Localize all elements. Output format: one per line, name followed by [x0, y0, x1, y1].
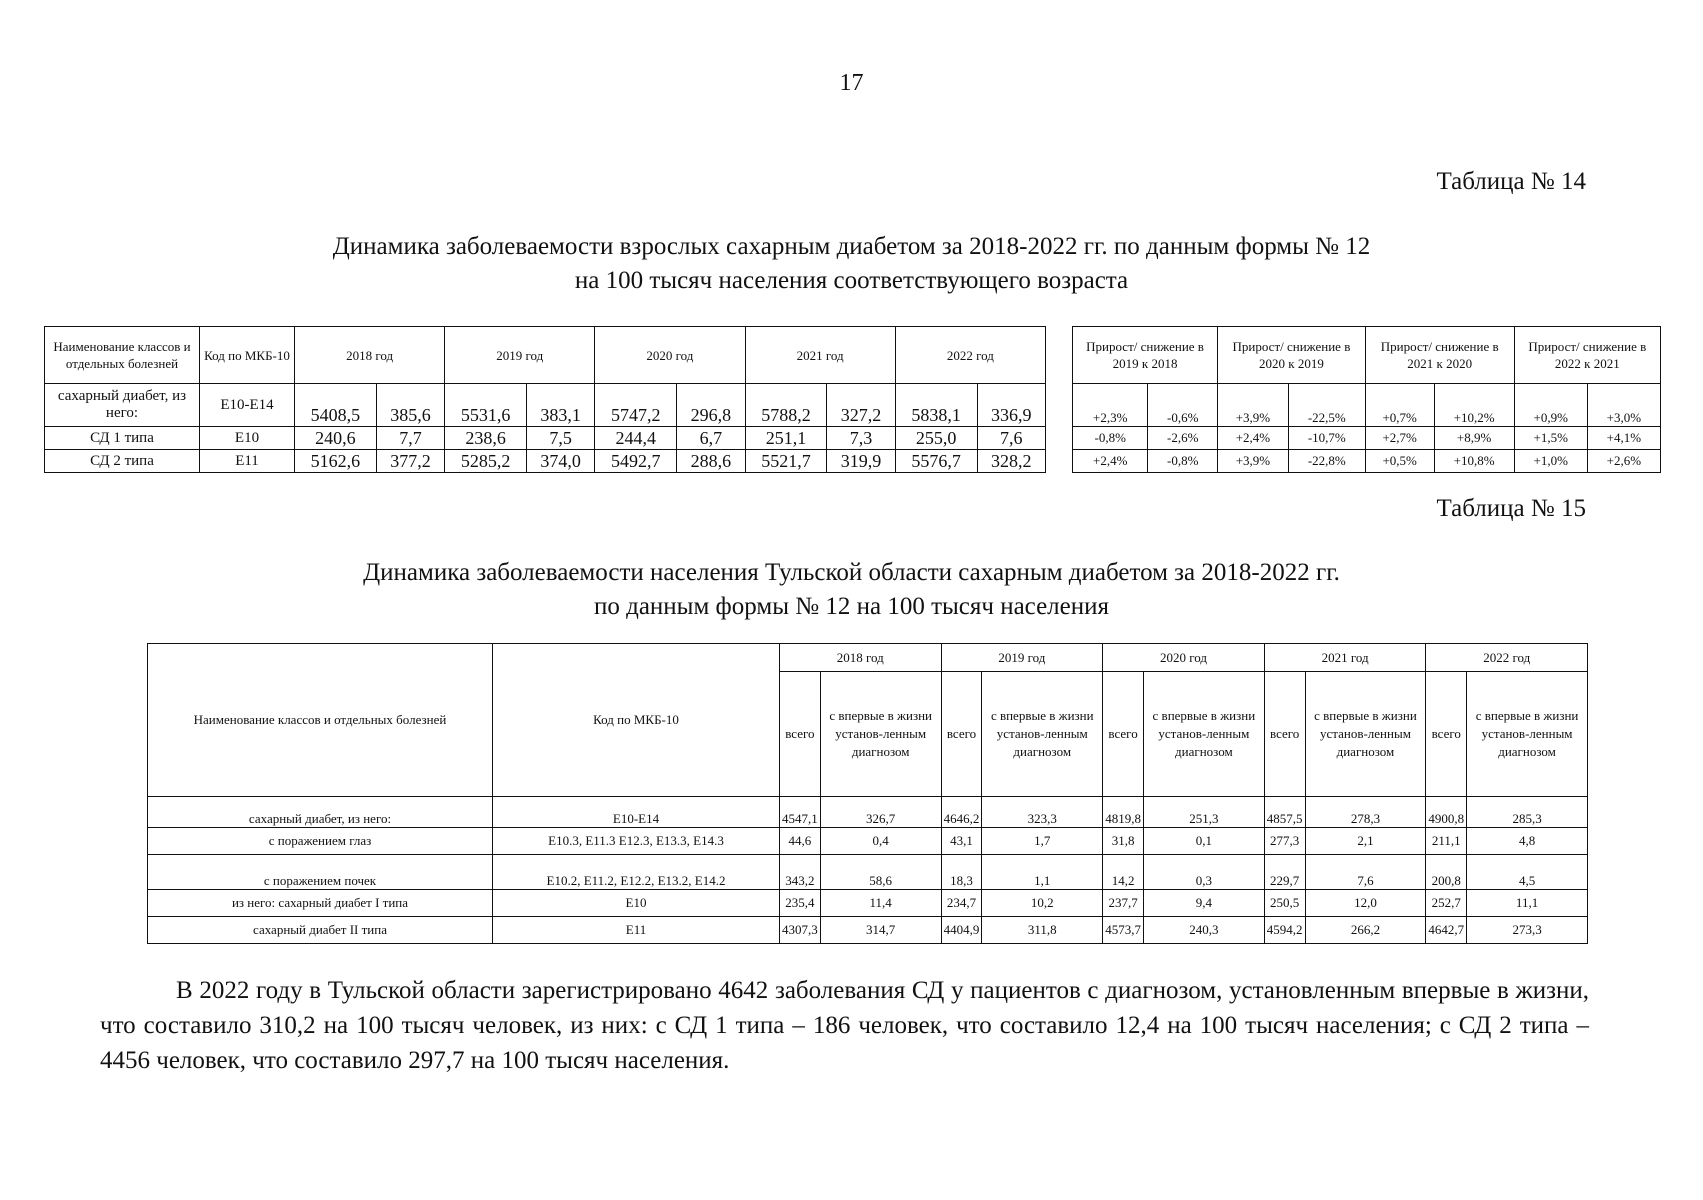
header-total: всего: [1264, 672, 1305, 797]
row-name: из него: сахарный диабет I типа: [148, 890, 493, 917]
value-cell: 0,4: [820, 828, 941, 855]
growth-cell: +3,9%: [1218, 450, 1289, 473]
value-cell: 0,1: [1143, 828, 1264, 855]
value-cell: 4307,3: [780, 917, 821, 944]
growth-cell: +0,5%: [1365, 450, 1434, 473]
value-cell: 4,8: [1467, 828, 1588, 855]
header-year: 2018 год: [295, 327, 445, 384]
header-year: 2022 год: [895, 327, 1045, 384]
growth-cell: +3,0%: [1587, 384, 1660, 427]
table-row: [148, 797, 1588, 828]
table-row: [1073, 427, 1661, 450]
value-cell: 237,7: [1103, 890, 1144, 917]
value-cell: 5492,7: [595, 450, 677, 473]
row-code: E11: [493, 917, 780, 944]
value-cell: 343,2: [780, 855, 821, 890]
value-cell: 252,7: [1426, 890, 1467, 917]
value-cell: 336,9: [977, 384, 1045, 427]
growth-header: Прирост/ снижение в 2019 к 2018: [1073, 327, 1218, 384]
table-row: [1073, 450, 1661, 473]
row-code: E10: [200, 427, 295, 450]
growth-cell: +10,8%: [1434, 450, 1514, 473]
table-15-label: Таблица № 15: [1436, 495, 1586, 522]
header-year: 2022 год: [1426, 644, 1588, 672]
growth-cell: +0,7%: [1365, 384, 1434, 427]
growth-cell: +2,3%: [1073, 384, 1148, 427]
header-year: 2021 год: [1264, 644, 1426, 672]
value-cell: 240,6: [295, 427, 377, 450]
row-name: СД 2 типа: [45, 450, 200, 473]
table-15-caption: [0, 556, 1703, 624]
value-cell: 326,7: [820, 797, 941, 828]
value-cell: 11,1: [1467, 890, 1588, 917]
table-row: [45, 450, 1046, 473]
table-14-main: [44, 326, 1046, 473]
value-cell: 7,6: [977, 427, 1045, 450]
value-cell: 58,6: [820, 855, 941, 890]
value-cell: 296,8: [677, 384, 745, 427]
value-cell: 11,4: [820, 890, 941, 917]
header-new-diagnosis: с впервые в жизни установ-ленным диагнозом: [982, 672, 1103, 797]
value-cell: 5285,2: [445, 450, 527, 473]
value-cell: 5576,7: [895, 450, 977, 473]
growth-cell: -2,6%: [1148, 427, 1218, 450]
value-cell: 235,4: [780, 890, 821, 917]
row-name: с поражением почек: [148, 855, 493, 890]
growth-header: Прирост/ снижение в 2022 к 2021: [1514, 327, 1660, 384]
header-year: 2020 год: [595, 327, 745, 384]
header-total: всего: [780, 672, 821, 797]
header-year: 2018 год: [780, 644, 942, 672]
growth-cell: +0,9%: [1514, 384, 1587, 427]
value-cell: 12,0: [1305, 890, 1426, 917]
row-code: E10-E14: [200, 384, 295, 427]
value-cell: 7,6: [1305, 855, 1426, 890]
value-cell: 273,3: [1467, 917, 1588, 944]
row-code: E10.2, E11.2, E12.2, E13.2, E14.2: [493, 855, 780, 890]
value-cell: 10,2: [982, 890, 1103, 917]
table-14-label: Таблица № 14: [1436, 168, 1586, 195]
value-cell: 4900,8: [1426, 797, 1467, 828]
value-cell: 238,6: [445, 427, 527, 450]
value-cell: 285,3: [1467, 797, 1588, 828]
growth-cell: -0,8%: [1148, 450, 1218, 473]
header-new-diagnosis: с впервые в жизни установ-ленным диагнозом: [1305, 672, 1426, 797]
table-14-growth: [1072, 326, 1661, 473]
table-row: [45, 427, 1046, 450]
value-cell: 277,3: [1264, 828, 1305, 855]
growth-cell: +2,6%: [1587, 450, 1660, 473]
header-code: Код по МКБ-10: [200, 327, 295, 384]
value-cell: 4642,7: [1426, 917, 1467, 944]
value-cell: 7,7: [376, 427, 444, 450]
table-row: [148, 890, 1588, 917]
table-row: [148, 917, 1588, 944]
row-code: E10-E14: [493, 797, 780, 828]
header-year: 2021 год: [745, 327, 895, 384]
value-cell: 385,6: [376, 384, 444, 427]
table-14-caption-line2: на 100 тысяч населения соответствующего возраста: [574, 267, 1129, 294]
body-paragraph: В 2022 году в Тульской области зарегистрировано 4642 заболевания СД у пациентов с диагнозом, установленным впервые в жизни, что составило 310,2 на 100 тысяч человек, из них: с СД 1 типа – 186 человек, что составило 12,4 на 100 тысяч населения; с СД 2 типа – 4456 человек, что составило 297,7 на 100 тысяч населения.: [100, 977, 1589, 1074]
value-cell: 240,3: [1143, 917, 1264, 944]
value-cell: 244,4: [595, 427, 677, 450]
growth-cell: -0,8%: [1073, 427, 1148, 450]
value-cell: 1,7: [982, 828, 1103, 855]
value-cell: 7,3: [827, 427, 895, 450]
value-cell: 323,3: [982, 797, 1103, 828]
growth-cell: +2,4%: [1073, 450, 1148, 473]
growth-cell: -0,6%: [1148, 384, 1218, 427]
value-cell: 5531,6: [445, 384, 527, 427]
growth-cell: -22,8%: [1288, 450, 1365, 473]
header-year: 2019 год: [445, 327, 595, 384]
value-cell: 18,3: [941, 855, 982, 890]
value-cell: 4646,2: [941, 797, 982, 828]
growth-header: Прирост/ снижение в 2020 к 2019: [1218, 327, 1366, 384]
table-row: [45, 384, 1046, 427]
header-year: 2020 год: [1103, 644, 1265, 672]
value-cell: 5747,2: [595, 384, 677, 427]
value-cell: 377,2: [376, 450, 444, 473]
row-code: E11: [200, 450, 295, 473]
value-cell: 327,2: [827, 384, 895, 427]
value-cell: 6,7: [677, 427, 745, 450]
growth-cell: +3,9%: [1218, 384, 1289, 427]
value-cell: 234,7: [941, 890, 982, 917]
table-15-caption-line1: Динамика заболеваемости населения Тульской области сахарным диабетом за 2018-2022 гг.: [363, 559, 1340, 586]
value-cell: 328,2: [977, 450, 1045, 473]
value-cell: 14,2: [1103, 855, 1144, 890]
header-new-diagnosis: с впервые в жизни установ-ленным диагнозом: [820, 672, 941, 797]
value-cell: 5521,7: [745, 450, 827, 473]
header-name: Наименование классов и отдельных болезней: [45, 327, 200, 384]
table-row: [148, 855, 1588, 890]
growth-cell: +2,4%: [1218, 427, 1289, 450]
value-cell: 4404,9: [941, 917, 982, 944]
value-cell: 311,8: [982, 917, 1103, 944]
growth-cell: +8,9%: [1434, 427, 1514, 450]
growth-cell: +1,5%: [1514, 427, 1587, 450]
value-cell: 251,3: [1143, 797, 1264, 828]
table-15: [147, 643, 1588, 944]
table-14-caption: [0, 230, 1703, 298]
row-code: E10: [493, 890, 780, 917]
value-cell: 7,5: [527, 427, 595, 450]
table-row: [148, 828, 1588, 855]
header-code: Код по МКБ-10: [493, 644, 780, 797]
value-cell: 4594,2: [1264, 917, 1305, 944]
value-cell: 266,2: [1305, 917, 1426, 944]
value-cell: 255,0: [895, 427, 977, 450]
value-cell: 4819,8: [1103, 797, 1144, 828]
header-name: Наименование классов и отдельных болезней: [148, 644, 493, 797]
header-year: 2019 год: [941, 644, 1103, 672]
value-cell: 43,1: [941, 828, 982, 855]
value-cell: 9,4: [1143, 890, 1264, 917]
growth-header: Прирост/ снижение в 2021 к 2020: [1365, 327, 1514, 384]
row-name: сахарный диабет, из него:: [148, 797, 493, 828]
value-cell: 200,8: [1426, 855, 1467, 890]
value-cell: 288,6: [677, 450, 745, 473]
value-cell: 250,5: [1264, 890, 1305, 917]
value-cell: 374,0: [527, 450, 595, 473]
value-cell: 314,7: [820, 917, 941, 944]
row-code: E10.3, E11.3 E12.3, E13.3, E14.3: [493, 828, 780, 855]
value-cell: 4857,5: [1264, 797, 1305, 828]
value-cell: 229,7: [1264, 855, 1305, 890]
row-name: с поражением глаз: [148, 828, 493, 855]
value-cell: 5162,6: [295, 450, 377, 473]
row-name: сахарный диабет, из него:: [45, 384, 200, 427]
page-number: 17: [839, 70, 864, 96]
growth-cell: +2,7%: [1365, 427, 1434, 450]
growth-cell: +1,0%: [1514, 450, 1587, 473]
row-name: СД 1 типа: [45, 427, 200, 450]
header-total: всего: [1426, 672, 1467, 797]
row-name: сахарный диабет II типа: [148, 917, 493, 944]
value-cell: 4,5: [1467, 855, 1588, 890]
value-cell: 4547,1: [780, 797, 821, 828]
header-new-diagnosis: с впервые в жизни установ-ленным диагнозом: [1143, 672, 1264, 797]
value-cell: 5408,5: [295, 384, 377, 427]
growth-cell: -10,7%: [1288, 427, 1365, 450]
growth-cell: -22,5%: [1288, 384, 1365, 427]
value-cell: 383,1: [527, 384, 595, 427]
header-total: всего: [941, 672, 982, 797]
value-cell: 319,9: [827, 450, 895, 473]
value-cell: 2,1: [1305, 828, 1426, 855]
value-cell: 278,3: [1305, 797, 1426, 828]
value-cell: 211,1: [1426, 828, 1467, 855]
value-cell: 5838,1: [895, 384, 977, 427]
value-cell: 1,1: [982, 855, 1103, 890]
value-cell: 5788,2: [745, 384, 827, 427]
value-cell: 44,6: [780, 828, 821, 855]
value-cell: 4573,7: [1103, 917, 1144, 944]
value-cell: 31,8: [1103, 828, 1144, 855]
table-15-caption-line2: по данным формы № 12 на 100 тысяч населения: [593, 593, 1110, 620]
table-14-caption-line1: Динамика заболеваемости взрослых сахарным диабетом за 2018-2022 гг. по данным формы № 12: [332, 233, 1371, 260]
table-row: [1073, 384, 1661, 427]
header-new-diagnosis: с впервые в жизни установ-ленным диагнозом: [1467, 672, 1588, 797]
value-cell: 0,3: [1143, 855, 1264, 890]
header-total: всего: [1103, 672, 1144, 797]
growth-cell: +4,1%: [1587, 427, 1660, 450]
growth-cell: +10,2%: [1434, 384, 1514, 427]
value-cell: 251,1: [745, 427, 827, 450]
